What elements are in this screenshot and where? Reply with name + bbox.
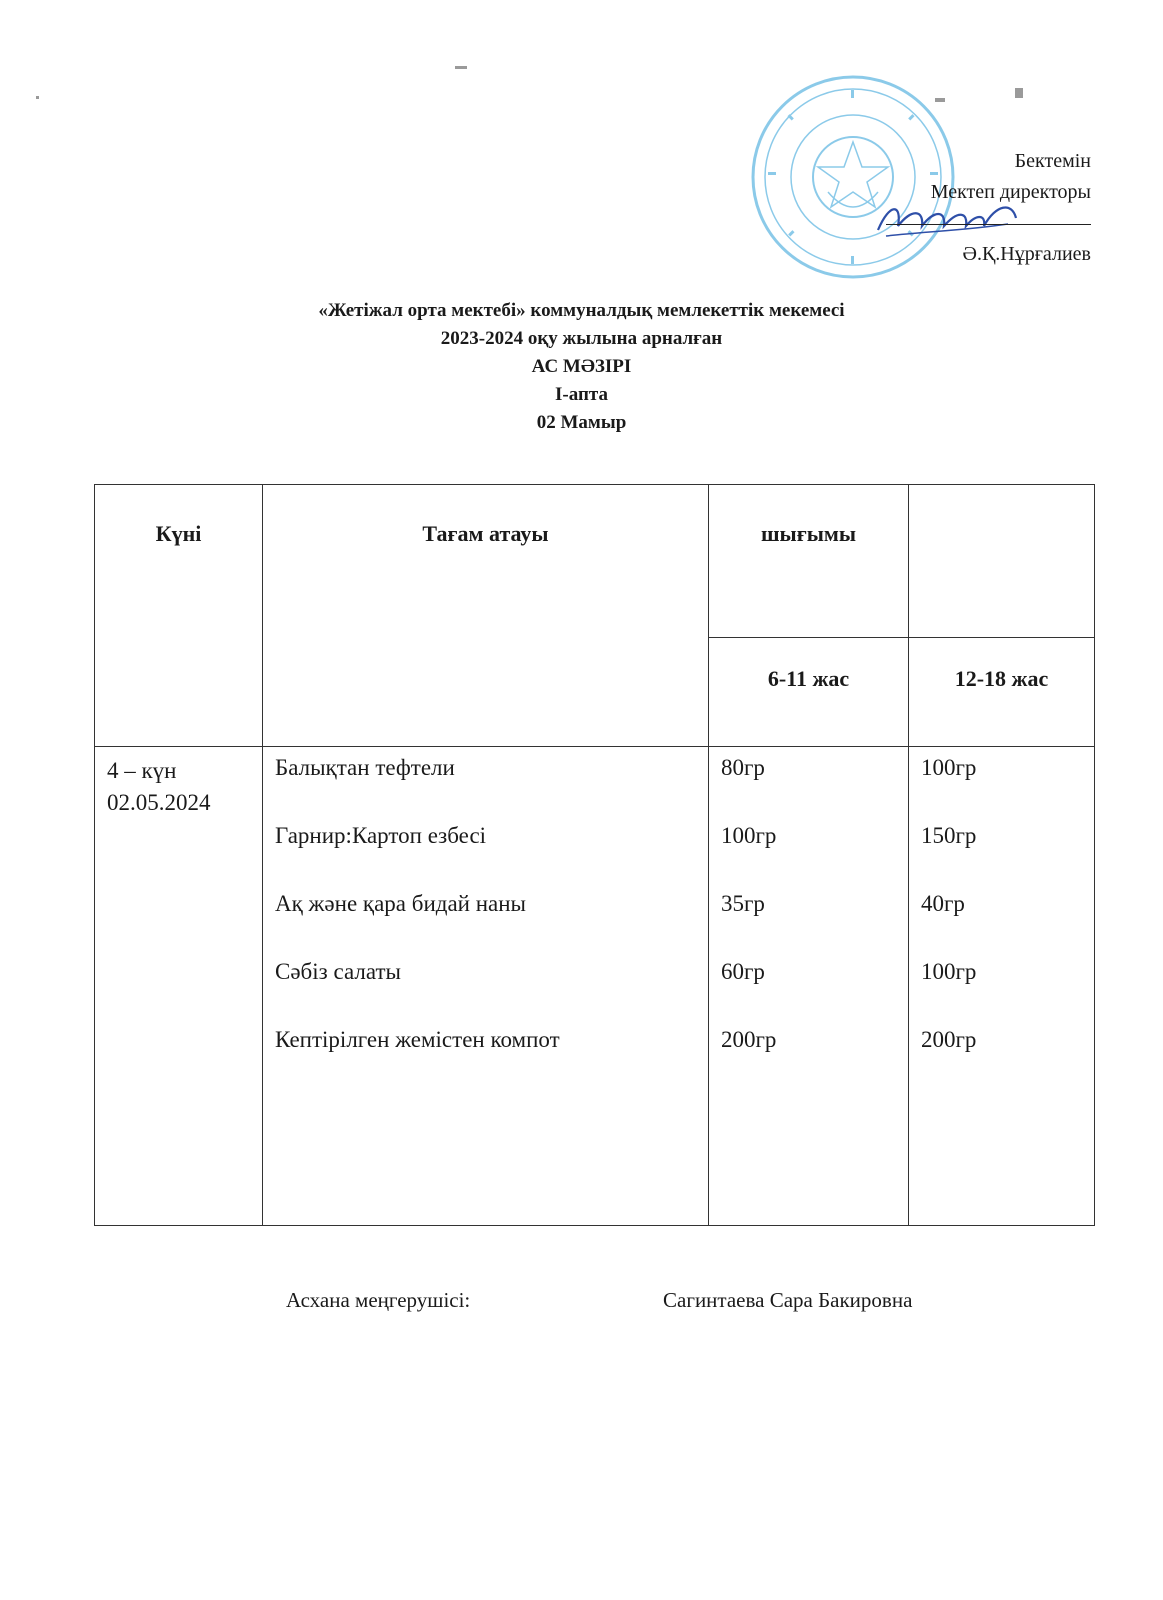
- dish-item: Балықтан тефтели: [275, 755, 455, 780]
- day-cell: [95, 747, 263, 1226]
- institution-name: «Жетіжал орта мектебі» коммуналдық мемлекеттік мекемесі: [318, 300, 845, 321]
- portion-value: 35гр: [721, 891, 765, 916]
- scan-speck: [36, 96, 39, 99]
- document-header: [0, 297, 1163, 437]
- portion-value: 100гр: [721, 823, 777, 848]
- table-row: [95, 747, 1095, 1226]
- portion-value: 60гр: [721, 959, 765, 984]
- day-label: 4 – күн: [107, 758, 177, 783]
- director-name: Ә.Қ.Нұрғалиев: [962, 243, 1091, 265]
- academic-year: 2023-2024 оқу жылына арналған: [440, 328, 723, 349]
- header-day: Күні: [95, 485, 263, 747]
- portion-value: 100гр: [921, 755, 977, 780]
- portion-list-6-11: [709, 747, 909, 1226]
- dish-item: Ақ және қара бидай наны: [275, 891, 527, 916]
- portion-value: 150гр: [921, 823, 977, 848]
- header-output-blank: [909, 485, 1095, 638]
- approved-word: Бектемін: [1014, 150, 1091, 172]
- dish-item: Кептірілген жемістен компот: [275, 1027, 560, 1052]
- canteen-head-role: Асхана меңгерушісі:: [286, 1288, 471, 1312]
- dish-item: Гарнир:Картоп езбесі: [275, 823, 487, 848]
- dish-list: [263, 747, 709, 1226]
- scan-speck: [1015, 88, 1023, 98]
- portion-value: 200гр: [921, 1027, 977, 1052]
- portion-value: 40гр: [921, 891, 965, 916]
- director-position: Мектеп директоры: [930, 181, 1091, 203]
- portion-value: 80гр: [721, 755, 765, 780]
- header-age-6-11: 6-11 жас: [709, 637, 909, 746]
- portion-list-12-18: [909, 747, 1095, 1226]
- day-date: 02.05.2024: [107, 790, 211, 815]
- header-age-12-18: 12-18 жас: [909, 637, 1095, 746]
- menu-date: 02 Мамыр: [536, 412, 627, 433]
- dish-item: Сәбіз салаты: [275, 959, 401, 984]
- document-title: АС МӘЗІРІ: [531, 356, 632, 377]
- scan-speck: [455, 66, 467, 69]
- week-label: І-апта: [555, 384, 608, 405]
- portion-value: 200гр: [721, 1027, 777, 1052]
- header-output: шығымы: [709, 485, 909, 638]
- signature-line: [886, 210, 1091, 225]
- canteen-head-name: Сагинтаева Сара Бакировна: [663, 1288, 913, 1312]
- menu-table: [94, 484, 1095, 1226]
- portion-value: 100гр: [921, 959, 977, 984]
- header-dish-name: Тағам атауы: [263, 485, 709, 747]
- approval-block: [886, 146, 1091, 270]
